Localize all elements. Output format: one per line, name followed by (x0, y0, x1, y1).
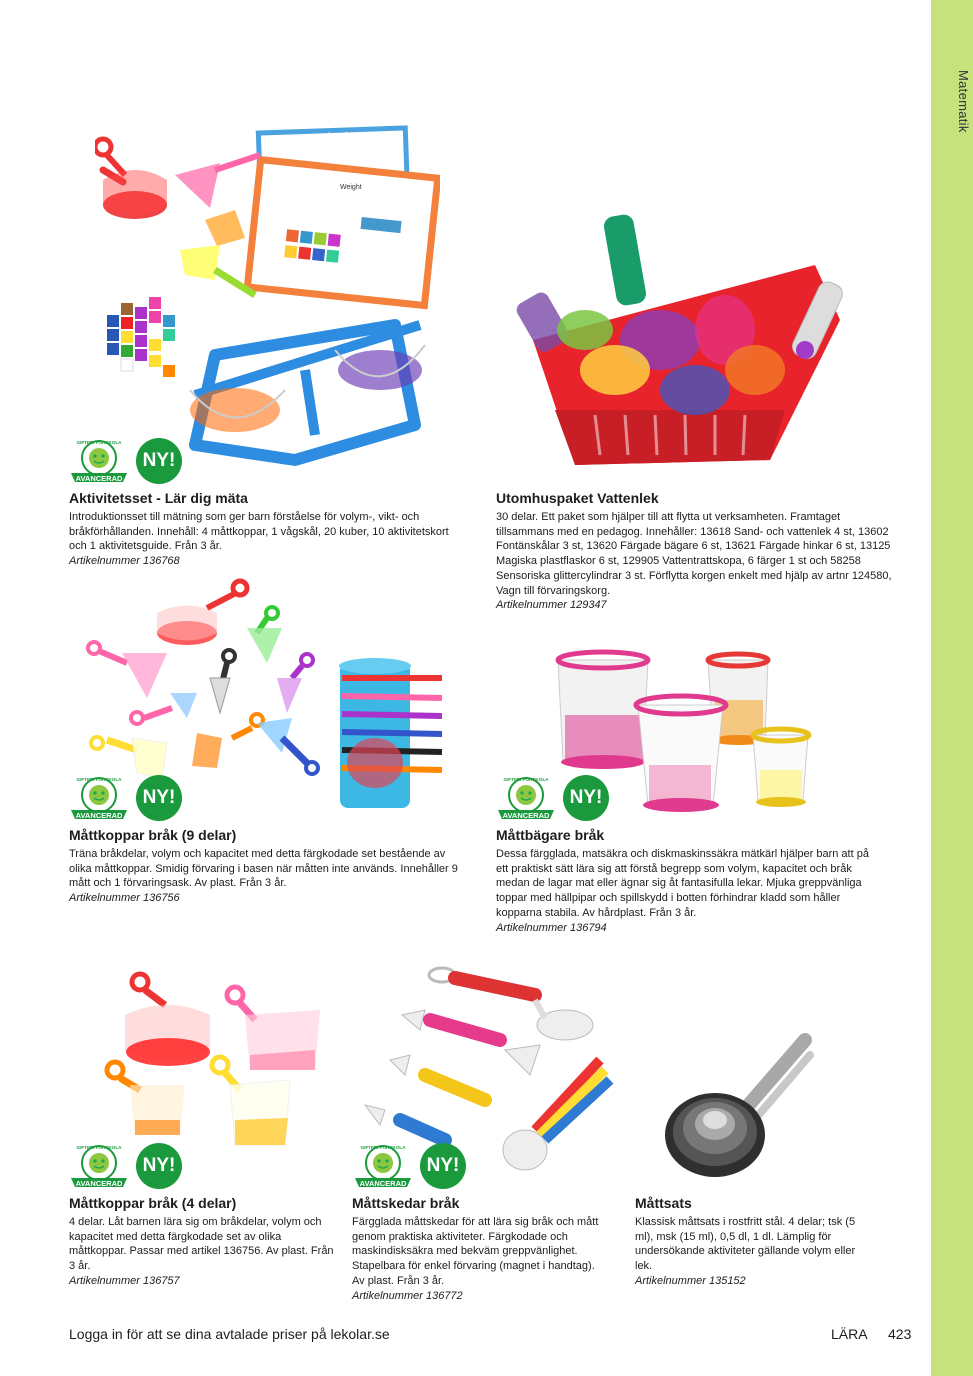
product-badges (68, 436, 182, 484)
product-description: Träna bråkdelar, volym och kapacitet med detta färgkodade set bestående av olika måttkoppar. Smidig förvaring i basen när måtten inte används. Innehåller 9 mått och 1 förvaringsask. Av plast. Från 3 år. (69, 848, 458, 890)
svg-text:AVANCERAD: AVANCERAD (75, 474, 123, 483)
product-aktivitetsset (69, 490, 464, 569)
category-sidebar (931, 0, 973, 1376)
product-description: 4 delar. Låt barnen lära sig om bråkdelar, volym och kapacitet med detta färgkodade set av olika måttkoppar. Passar med artikel 136756. Av plast. Från 3 år. (69, 1216, 334, 1273)
giftfri-forskola-badge (68, 436, 130, 484)
product-image-utomhuspaket (515, 210, 845, 480)
product-article-number: Artikelnummer 136756 (69, 892, 180, 905)
giftfri-forskola-badge (68, 1141, 130, 1189)
product-image-mattkoppar-4 (100, 970, 325, 1170)
footer-login-link[interactable]: Logga in för att se dina avtalade priser på lekolar.se (69, 1326, 390, 1342)
product-utomhuspaket (496, 490, 896, 613)
product-mattskedar (352, 1195, 602, 1303)
product-title: Aktivitetsset - Lär dig mäta (69, 490, 248, 506)
product-title: Måttkoppar bråk (4 delar) (69, 1195, 237, 1211)
new-badge: NY! (420, 1143, 466, 1189)
svg-text:AVANCERAD: AVANCERAD (359, 1179, 407, 1188)
svg-text:GIFTFRI FÖRSKOLA: GIFTFRI FÖRSKOLA (76, 1145, 122, 1150)
product-description: Introduktionsset till mätning som ger barn förståelse för volym-, vikt- och bråkförhållanden. Innehåll: 4 måttkoppar, 1 vågskål, 20 kuber, 10 aktivitetskort och 1 aktivitetsguide. Från 3 år. (69, 511, 449, 553)
product-article-number: Artikelnummer 136768 (69, 555, 180, 568)
product-article-number: Artikelnummer 136772 (352, 1289, 463, 1302)
product-badges (495, 773, 609, 821)
product-badges (68, 1141, 182, 1189)
giftfri-forskola-badge (352, 1141, 414, 1189)
product-title: Måttsats (635, 1195, 692, 1211)
product-title: Måttskedar bråk (352, 1195, 460, 1211)
product-mattkoppar-4 (69, 1195, 334, 1289)
svg-text:AVANCERAD: AVANCERAD (502, 811, 550, 820)
product-title: Måttkoppar bråk (9 delar) (69, 827, 237, 843)
giftfri-forskola-badge (495, 773, 557, 821)
product-mattkoppar-9 (69, 827, 464, 906)
new-badge: NY! (136, 775, 182, 821)
card-length-label: Length (328, 132, 350, 139)
product-article-number: Artikelnummer 136794 (496, 921, 607, 934)
svg-text:AVANCERAD: AVANCERAD (75, 811, 123, 820)
card-weight-label: Weight (340, 184, 362, 191)
product-image-aktivitetsset (95, 125, 440, 480)
product-description: 30 delar. Ett paket som hjälper till att flytta ut verksamheten. Framtaget tillsammans med en pedagog. Innehåller: 13618 Sand- och vattenlek 4 st, 13602 Fontänskålar 3 st, 13620 Färgade bägare 6 st, 13621 Färgade hinkar 6 st, 13125 Magiska plastflaskor 6 st, 129905 Vattentrattskopa, 6 färger 1 st och 58258 Sensoriska glittercylindrar 3 st. Förflytta korgen enkelt med hjälp av artnr 124580, Vagn till förvaringskorg. (496, 511, 892, 597)
product-article-number: Artikelnummer 136757 (69, 1274, 180, 1287)
product-description: Dessa färgglada, matsäkra och diskmaskinssäkra mätkärl hjälper barn att på ett praktiskt sätt lära sig att förstå begrepp som volym, kapacitet och bråk medan de lagar mat eller ägnar sig åt fantasifulla lekar. Mjuka greppvänliga toppar med hällpipar och spillskydd i botten förhindrar kladd som håller kopparna stabila. Av hårdplast. Från 3 år. (496, 848, 869, 919)
product-title: Måttbägare bråk (496, 827, 605, 843)
product-title: Utomhuspaket Vattenlek (496, 490, 659, 506)
category-label: Matematik (956, 70, 971, 133)
giftfri-forskola-badge (68, 773, 130, 821)
product-mattbagare (496, 827, 876, 935)
page-number: 423 (888, 1326, 912, 1342)
svg-text:AVANCERAD: AVANCERAD (75, 1179, 123, 1188)
new-badge: NY! (136, 438, 182, 484)
new-badge: NY! (136, 1143, 182, 1189)
product-description: Färgglada måttskedar för att lära sig bråk och mått genom praktiska aktiviteter. Färgkodade och maskindisksäkra med bekväm greppvänlighet. Stapelbara för enkel förvaring (magnet i handtag). Av plast. Från 3 år. (352, 1216, 599, 1287)
product-image-mattsats (660, 1020, 825, 1185)
product-article-number: Artikelnummer 135152 (635, 1274, 746, 1287)
product-badges (68, 773, 182, 821)
product-article-number: Artikelnummer 129347 (496, 599, 607, 612)
svg-text:GIFTFRI FÖRSKOLA: GIFTFRI FÖRSKOLA (360, 1145, 406, 1150)
product-mattsats (635, 1195, 860, 1289)
svg-text:GIFTFRI FÖRSKOLA: GIFTFRI FÖRSKOLA (503, 777, 549, 782)
svg-text:GIFTFRI FÖRSKOLA: GIFTFRI FÖRSKOLA (76, 777, 122, 782)
svg-text:GIFTFRI FÖRSKOLA: GIFTFRI FÖRSKOLA (76, 440, 122, 445)
footer-section-label: LÄRA (831, 1326, 868, 1342)
new-badge: NY! (563, 775, 609, 821)
product-description: Klassisk måttsats i rostfritt stål. 4 delar; tsk (5 ml), msk (15 ml), 0,5 dl, 1 dl. Lämplig för undersökande aktiviteter gällande volym eller lek. (635, 1216, 856, 1273)
product-badges (352, 1141, 466, 1189)
